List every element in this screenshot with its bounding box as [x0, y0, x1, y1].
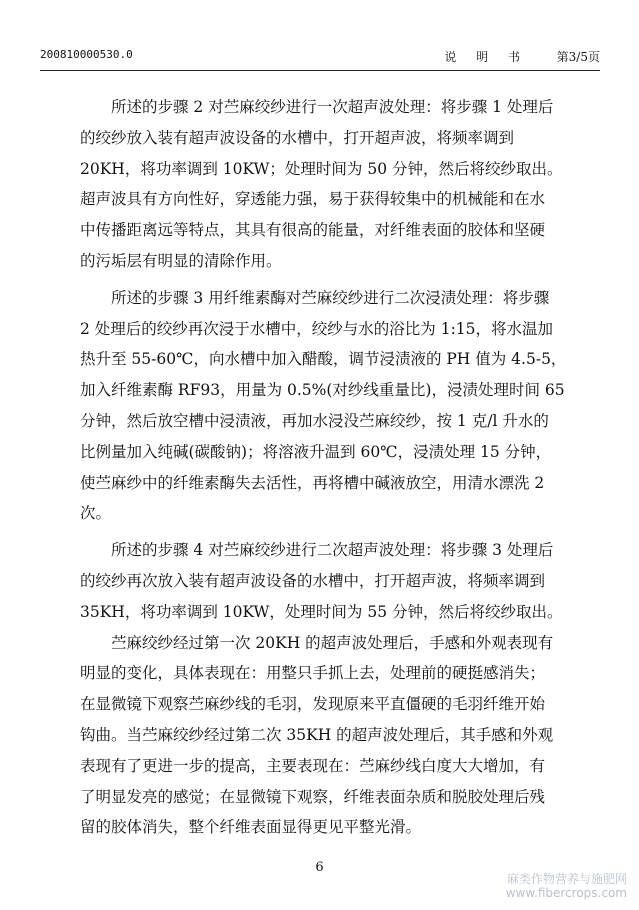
- text-line: 超声波具有方向性好，穿透能力强，易于获得较集中的机械能和在水: [80, 190, 546, 209]
- text-line: 35KH，将功率调到 10KW，处理时间为 55 分钟，然后将绞纱取出。: [80, 602, 563, 621]
- text-line: 的绞纱再次放入装有超声波设备的水槽中，打开超声波，将频率调到: [80, 571, 546, 590]
- watermark-site-name: 麻类作物营养与施肥网: [506, 872, 627, 886]
- text-line: 热升至 55-60℃，向水槽中加入醋酸，调节浸渍液的 PH 值为 4.5-5，: [80, 350, 567, 369]
- document-number: 200810000530.0: [40, 48, 133, 61]
- text-line: 苎麻绞纱经过第一次 20KH 的超声波处理后，手感和外观表现有: [111, 633, 554, 652]
- text-line: 加入纤维素酶 RF93，用量为 0.5%(对纱线重量比)，浸渍处理时间 65: [80, 381, 565, 400]
- text-line: 所述的步骤 3 用纤维素酶对苎麻绞纱进行二次浸渍处理：将步骤: [111, 288, 550, 307]
- text-line: 表现有了更进一步的提高，主要表现在：苎麻纱线白度大大增加，有: [80, 756, 546, 775]
- text-line: 明显的变化，具体表现在：用整只手抓上去，处理前的硬挺感消失；: [80, 664, 546, 683]
- page-header: [40, 48, 600, 72]
- header-divider: [40, 70, 600, 71]
- text-line: 的绞纱放入装有超声波设备的水槽中，打开超声波，将频率调到: [80, 128, 515, 147]
- page-number: 6: [315, 860, 324, 875]
- watermark-url: www.fibercrops.com: [505, 886, 627, 900]
- text-line: 中传播距离远等特点，其具有很高的能量，对纤维表面的胶体和坚硬: [80, 221, 546, 240]
- paragraph: [80, 628, 570, 844]
- text-line: 所述的步骤 2 对苎麻绞纱进行一次超声波处理：将步骤 1 处理后: [111, 98, 554, 116]
- watermark: [506, 872, 627, 900]
- text-line: 分钟，然后放空槽中浸渍液，再加水浸没苎麻绞纱，按 1 克/l 升水的: [80, 411, 549, 430]
- text-line: 在显微镜下观察苎麻纱线的毛羽，发现原来平直僵硬的毛羽纤维开始: [80, 695, 546, 714]
- text-line: 次。: [80, 504, 112, 523]
- text-line: 比例量加入纯碱(碳酸钠)；将溶液升温到 60℃，浸渍处理 15 分钟，: [80, 442, 552, 461]
- paragraph: [80, 283, 570, 529]
- text-line: 2 处理后的绞纱再次浸于水槽中，绞纱与水的浴比为 1:15，将水温加: [80, 319, 554, 338]
- text-line: 所述的步骤 4 对苎麻绞纱进行二次超声波处理：将步骤 3 处理后: [111, 541, 554, 560]
- paragraph: [80, 535, 570, 627]
- document-type: 说 明 书: [444, 50, 528, 64]
- page-indicator: 第3/5页: [556, 50, 600, 64]
- body-text: [80, 92, 570, 843]
- text-line: 了明显发亮的感觉；在显微镜下观察，纤维表面杂质和脱胶处理后残: [80, 787, 546, 806]
- text-line: 留的胶体消失，整个纤维表面显得更见平整光滑。: [80, 818, 422, 837]
- text-line: 的污垢层有明显的清除作用。: [80, 251, 282, 270]
- text-line: 20KH，将功率调到 10KW；处理时间为 50 分钟，然后将绞纱取出。: [80, 159, 563, 178]
- text-line: 钩曲。当苎麻绞纱经过第二次 35KH 的超声波处理后，其手感和外观: [80, 725, 554, 744]
- text-line: 使苎麻纱中的纤维素酶失去活性，再将槽中碱液放空，用清水漂洗 2: [80, 473, 545, 492]
- paragraph: [80, 92, 570, 277]
